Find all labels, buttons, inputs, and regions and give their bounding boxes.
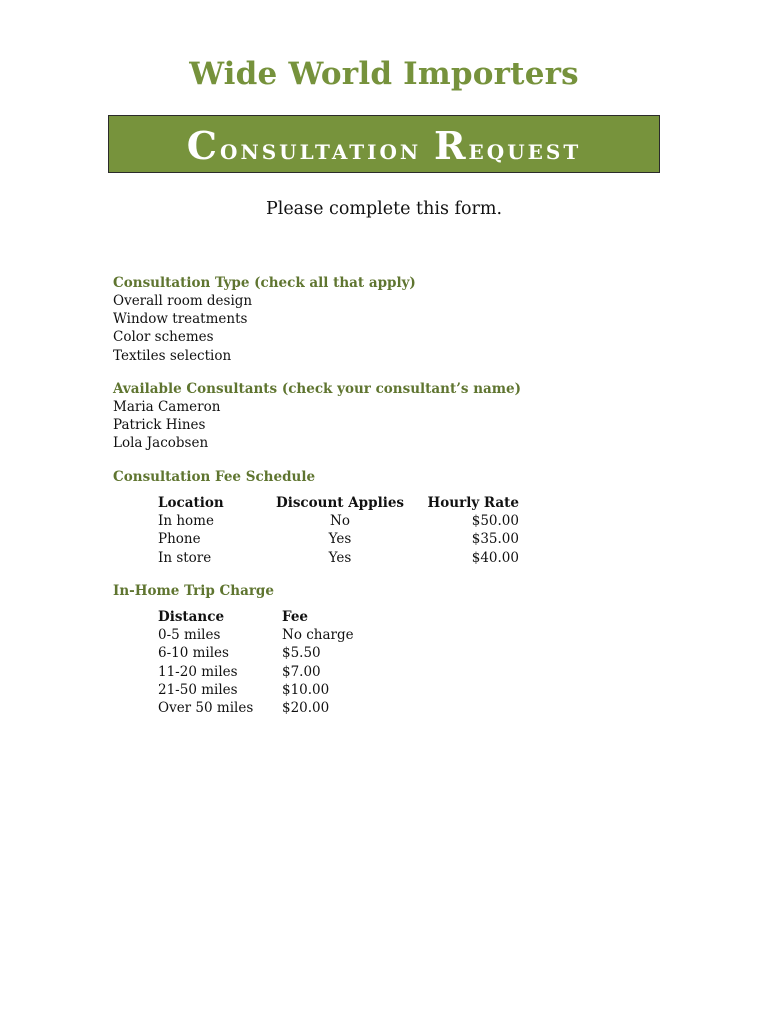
table-cell: Yes xyxy=(328,531,352,548)
table-cell: In home xyxy=(158,513,214,530)
table-cell: $5.50 xyxy=(282,645,321,662)
table-cell: Phone xyxy=(158,531,201,548)
table-cell: $10.00 xyxy=(282,681,330,698)
column-header: Location xyxy=(158,495,224,511)
table-row xyxy=(158,644,418,662)
fee-schedule-table xyxy=(158,494,519,567)
form-title-banner xyxy=(108,115,660,173)
table-row xyxy=(158,699,418,717)
table-cell: $7.00 xyxy=(282,663,321,680)
consultant-item: Maria Cameron xyxy=(113,399,221,415)
table-cell: Yes xyxy=(328,549,352,566)
table-row xyxy=(158,549,519,567)
table-cell: No charge xyxy=(282,627,354,644)
table-cell: 6-10 miles xyxy=(158,645,229,662)
table-cell: 0-5 miles xyxy=(158,627,221,644)
table-cell: $40.00 xyxy=(471,549,519,566)
column-header: Distance xyxy=(158,609,225,625)
table-cell: $50.00 xyxy=(471,513,519,530)
consultants-section xyxy=(113,380,673,453)
banner-initial-c: C xyxy=(186,123,221,168)
fee-schedule-heading: Consultation Fee Schedule xyxy=(113,469,316,485)
table-cell: 11-20 miles xyxy=(158,663,238,680)
table-row xyxy=(158,663,418,681)
consultant-item: Patrick Hines xyxy=(113,417,206,434)
column-header: Discount Applies xyxy=(275,495,405,511)
consultants-heading: Available Consultants (check your consultant’s name) xyxy=(113,381,522,397)
consultant-item: Lola Jacobsen xyxy=(113,435,209,452)
table-cell: Over 50 miles xyxy=(158,699,254,716)
table-row xyxy=(158,681,418,699)
trip-charge-table xyxy=(158,608,418,717)
trip-charge-section xyxy=(113,582,673,600)
consultation-type-section xyxy=(113,274,673,365)
column-header: Fee xyxy=(282,609,309,625)
table-header-row xyxy=(158,608,418,626)
table-cell: $20.00 xyxy=(282,699,330,716)
table-row xyxy=(158,530,519,548)
banner-text-1: onsultation xyxy=(220,133,434,166)
banner-text-2: equest xyxy=(468,133,582,166)
consultation-type-heading: Consultation Type (check all that apply) xyxy=(113,275,416,291)
table-cell: $35.00 xyxy=(471,531,519,548)
form-instructions: Please complete this form. xyxy=(265,199,503,219)
fee-schedule-section xyxy=(113,468,673,486)
column-header: Hourly Rate xyxy=(427,495,519,511)
table-header-row xyxy=(158,494,519,512)
trip-charge-heading: In-Home Trip Charge xyxy=(113,583,274,599)
consultation-type-item: Textiles selection xyxy=(113,347,232,364)
consultation-type-item: Overall room design xyxy=(113,293,253,309)
banner-initial-r: R xyxy=(433,123,469,168)
consultation-type-item: Color schemes xyxy=(113,329,214,346)
table-row xyxy=(158,512,519,530)
table-row xyxy=(158,626,418,644)
table-cell: In store xyxy=(158,549,212,566)
table-cell: 21-50 miles xyxy=(158,681,238,698)
table-cell: No xyxy=(330,513,350,530)
company-name: Wide World Importers xyxy=(189,56,579,92)
consultation-type-item: Window treatments xyxy=(113,311,248,328)
